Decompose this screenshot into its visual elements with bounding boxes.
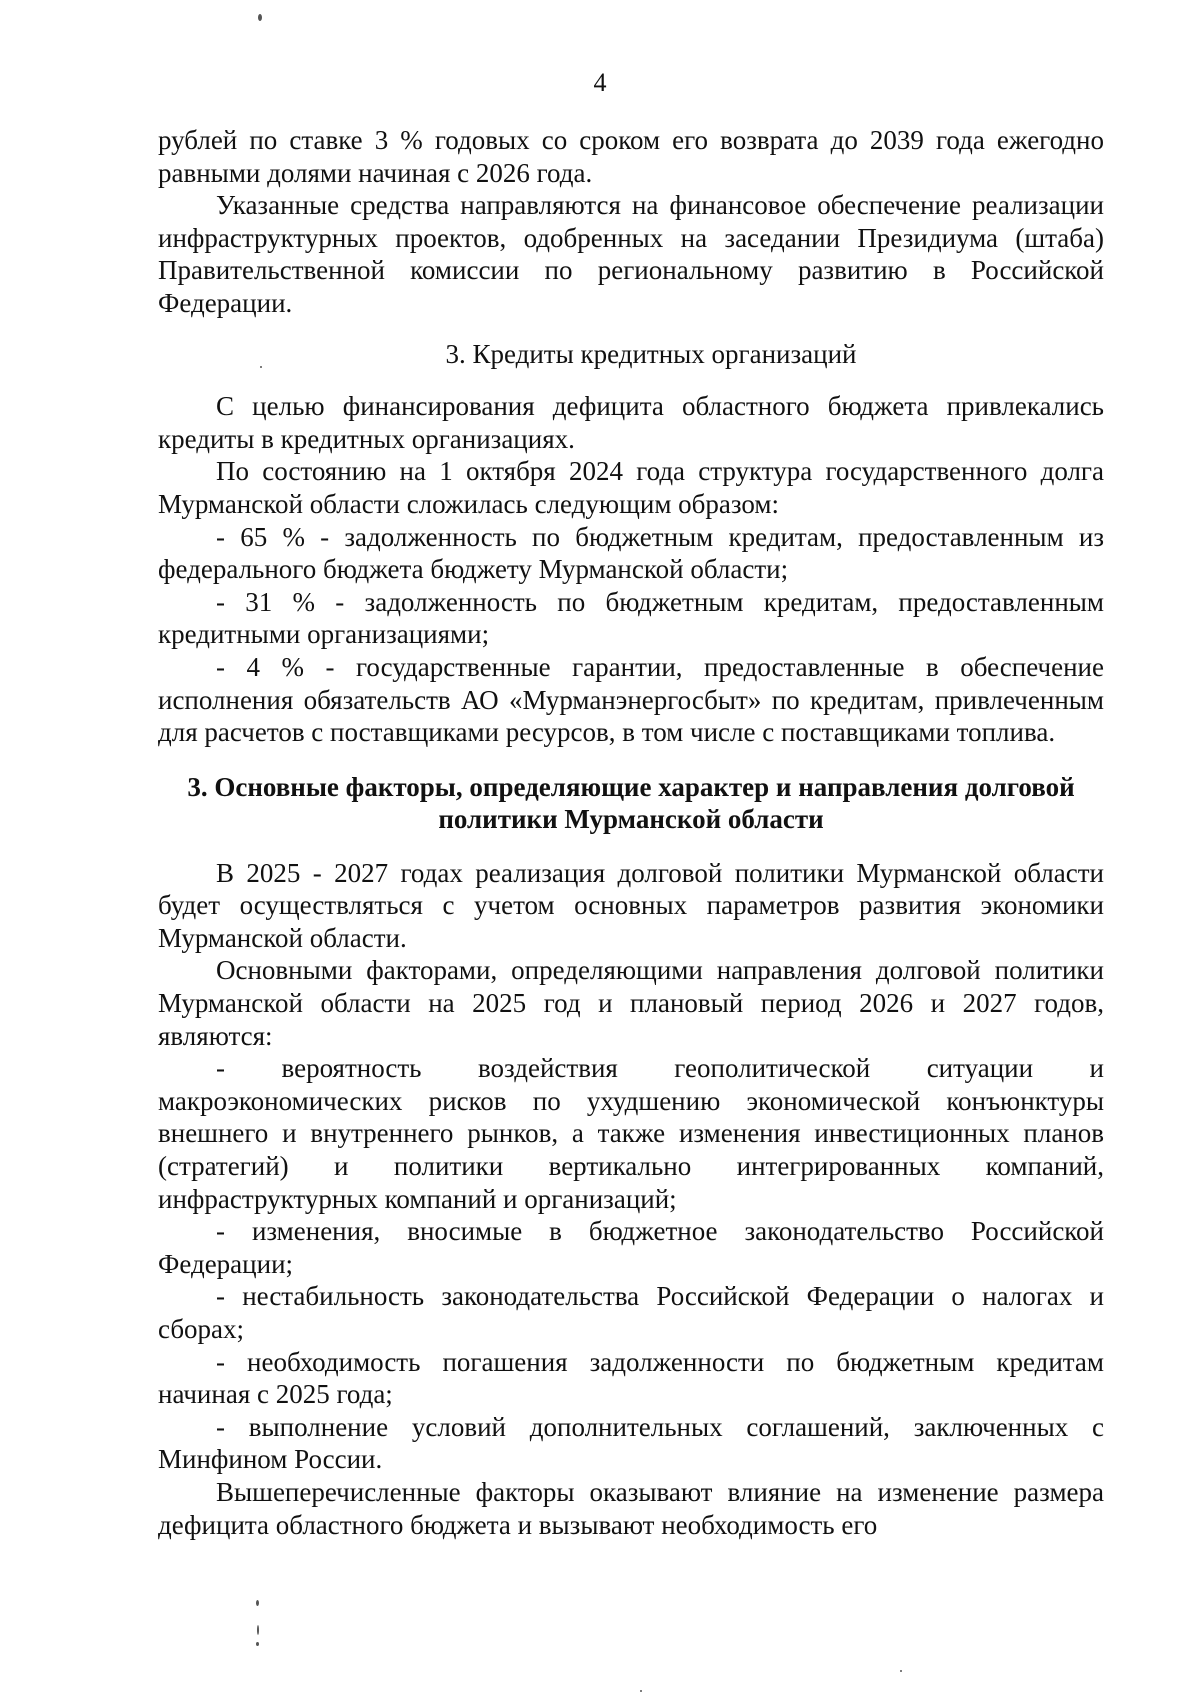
list-item-budget-credits-federal: - 65 % - задолженность по бюджетным кредитам, предоставленным из федерального бюджета бюджету Мурманской области; bbox=[158, 521, 1104, 585]
paragraph-funds-purpose: Указанные средства направляются на финансовое обеспечение реализации инфраструктурных проектов, одобренных на заседании Президиума (штаба) Правительственной комиссии по региональному развитию в Российской Федерации. bbox=[158, 190, 1104, 318]
list-item-geopolitical-risk: - вероятность воздействия геополитической ситуации и макроэкономических рисков по ухудшению экономической конъюнктуры внешнего и внутреннего рынков, а также изменения инвестиционных планов (стратегий) и политики вертикально интегрированных компаний, инфраструктурных компаний и организаций; bbox=[158, 1053, 1104, 1214]
list-item-tax-legislation: - нестабильность законодательства Российской Федерации о налогах и сборах; bbox=[158, 1281, 1104, 1344]
paragraph-deficit-impact: Вышеперечисленные факторы оказывают влияние на изменение размера дефицита областного бюджета и вызывают необходимость его bbox=[158, 1476, 1104, 1540]
paragraph-debt-structure: По состоянию на 1 октября 2024 года структура государственного долга Мурманской области сложилась следующим образом: bbox=[158, 456, 1104, 519]
section-heading: 3. Основные факторы, определяющие характер и направления долговой политики Мурманской области bbox=[187, 771, 1075, 834]
subsection-heading: 3. Кредиты кредитных организаций bbox=[445, 338, 857, 369]
scan-speck bbox=[256, 1642, 259, 1646]
document-body bbox=[158, 124, 1104, 1541]
list-item-budget-legislation: - изменения, вносимые в бюджетное законодательство Российской Федерации; bbox=[158, 1216, 1104, 1279]
scan-speck bbox=[258, 14, 262, 21]
paragraph-continuation: рублей по ставке 3 % годовых со сроком его возврата до 2039 года ежегодно равными долями начиная с 2026 года. bbox=[158, 125, 1104, 188]
scan-speck bbox=[256, 1600, 259, 1606]
paragraph-policy-implementation: В 2025 - 2027 годах реализация долговой политики Мурманской области будет осуществляться с учетом основных параметров развития экономики Мурманской области. bbox=[158, 857, 1104, 953]
paragraph-credit-purpose: С целью финансирования дефицита областного бюджета привлекались кредиты в кредитных организациях. bbox=[158, 391, 1104, 454]
paragraph-main-factors: Основными факторами, определяющими направления долговой политики Мурманской области на 2025 год и плановый период 2026 и 2027 годов, являются: bbox=[158, 955, 1104, 1051]
scan-speck bbox=[260, 366, 262, 368]
list-item-state-guarantees: - 4 % - государственные гарантии, предоставленные в обеспечение исполнения обязательств АО «Мурманэнергосбыт» по кредитам, привлеченным для расчетов с поставщиками ресурсов, в том числе с поставщиками топлива. bbox=[158, 651, 1104, 748]
list-item-agreements: - выполнение условий дополнительных соглашений, заключенных с Минфином России. bbox=[158, 1411, 1104, 1475]
scan-speck bbox=[900, 1670, 902, 1672]
scan-speck bbox=[257, 1625, 259, 1635]
scan-speck bbox=[640, 1690, 642, 1692]
page-number: 4 bbox=[593, 68, 607, 97]
list-item-budget-credits-banks: - 31 % - задолженность по бюджетным кредитам, предоставленным кредитными организациями; bbox=[158, 586, 1104, 650]
list-item-debt-repayment: - необходимость погашения задолженности по бюджетным кредитам начиная с 2025 года; bbox=[158, 1346, 1104, 1410]
